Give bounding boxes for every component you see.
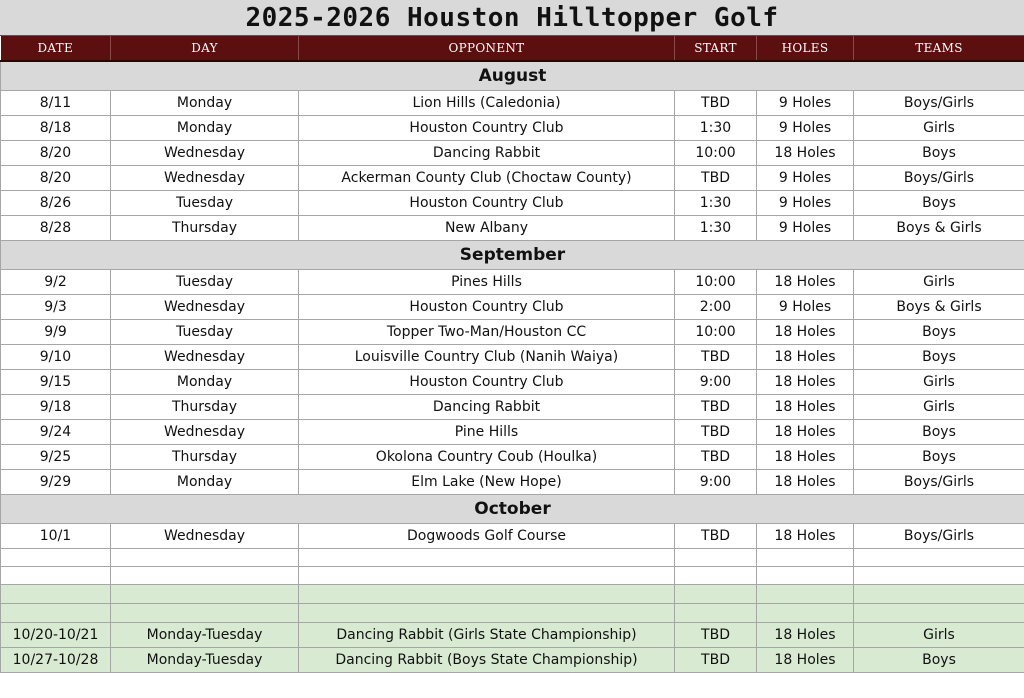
cell-date: 9/29 bbox=[1, 470, 111, 495]
cell-day: Wednesday bbox=[111, 295, 299, 320]
cell-teams: Boys bbox=[854, 141, 1024, 166]
cell-start: 2:00 bbox=[675, 295, 757, 320]
cell-teams: Boys bbox=[854, 648, 1024, 673]
cell-date: 9/15 bbox=[1, 370, 111, 395]
cell-date: 10/1 bbox=[1, 524, 111, 549]
cell-opponent: Lion Hills (Caledonia) bbox=[299, 91, 675, 116]
table-row bbox=[1, 320, 1024, 345]
empty-cell bbox=[675, 549, 757, 567]
empty-cell bbox=[854, 549, 1024, 567]
empty-cell bbox=[757, 585, 854, 604]
table-row bbox=[1, 623, 1024, 648]
column-header-opponent: OPPONENT bbox=[299, 36, 675, 61]
cell-teams: Boys bbox=[854, 345, 1024, 370]
cell-day: Tuesday bbox=[111, 320, 299, 345]
table-row bbox=[1, 420, 1024, 445]
cell-opponent: Topper Two-Man/Houston CC bbox=[299, 320, 675, 345]
cell-holes: 18 Holes bbox=[757, 370, 854, 395]
cell-day: Monday-Tuesday bbox=[111, 648, 299, 673]
cell-holes: 9 Holes bbox=[757, 91, 854, 116]
cell-start: TBD bbox=[675, 166, 757, 191]
cell-day: Wednesday bbox=[111, 166, 299, 191]
table-row bbox=[1, 648, 1024, 673]
table-row bbox=[1, 470, 1024, 495]
cell-opponent: Dancing Rabbit (Girls State Championship) bbox=[299, 623, 675, 648]
cell-date: 8/26 bbox=[1, 191, 111, 216]
cell-holes: 9 Holes bbox=[757, 295, 854, 320]
table-row bbox=[1, 270, 1024, 295]
cell-holes: 18 Holes bbox=[757, 623, 854, 648]
cell-opponent: New Albany bbox=[299, 216, 675, 241]
cell-opponent: Houston Country Club bbox=[299, 370, 675, 395]
cell-date: 8/28 bbox=[1, 216, 111, 241]
cell-day: Monday bbox=[111, 91, 299, 116]
cell-start: 9:00 bbox=[675, 470, 757, 495]
cell-opponent: Dogwoods Golf Course bbox=[299, 524, 675, 549]
empty-cell bbox=[111, 585, 299, 604]
cell-date: 9/2 bbox=[1, 270, 111, 295]
cell-start: TBD bbox=[675, 623, 757, 648]
cell-opponent: Okolona Country Coub (Houlka) bbox=[299, 445, 675, 470]
cell-start: TBD bbox=[675, 420, 757, 445]
empty-cell bbox=[1, 585, 111, 604]
empty-cell bbox=[111, 549, 299, 567]
table-row bbox=[1, 216, 1024, 241]
cell-day: Wednesday bbox=[111, 141, 299, 166]
cell-start: 1:30 bbox=[675, 191, 757, 216]
cell-start: TBD bbox=[675, 345, 757, 370]
table-row bbox=[1, 345, 1024, 370]
cell-holes: 18 Holes bbox=[757, 270, 854, 295]
table-row bbox=[1, 191, 1024, 216]
cell-day: Thursday bbox=[111, 395, 299, 420]
empty-cell bbox=[299, 604, 675, 623]
cell-start: 10:00 bbox=[675, 320, 757, 345]
cell-start: 10:00 bbox=[675, 141, 757, 166]
cell-date: 10/27-10/28 bbox=[1, 648, 111, 673]
empty-cell bbox=[675, 604, 757, 623]
table-row bbox=[1, 91, 1024, 116]
month-label: August bbox=[1, 61, 1024, 91]
table-row bbox=[1, 445, 1024, 470]
cell-start: TBD bbox=[675, 91, 757, 116]
cell-teams: Boys/Girls bbox=[854, 470, 1024, 495]
month-label: September bbox=[1, 241, 1024, 270]
cell-start: TBD bbox=[675, 445, 757, 470]
cell-teams: Girls bbox=[854, 270, 1024, 295]
table-row bbox=[1, 295, 1024, 320]
cell-teams: Boys/Girls bbox=[854, 166, 1024, 191]
cell-holes: 9 Holes bbox=[757, 216, 854, 241]
empty-cell bbox=[757, 567, 854, 585]
cell-teams: Boys bbox=[854, 420, 1024, 445]
cell-date: 8/20 bbox=[1, 166, 111, 191]
cell-opponent: Elm Lake (New Hope) bbox=[299, 470, 675, 495]
cell-date: 9/24 bbox=[1, 420, 111, 445]
cell-day: Thursday bbox=[111, 445, 299, 470]
month-header-row bbox=[1, 495, 1024, 524]
empty-cell bbox=[299, 549, 675, 567]
empty-cell bbox=[111, 604, 299, 623]
column-header-teams: TEAMS bbox=[854, 36, 1024, 61]
cell-opponent: Dancing Rabbit bbox=[299, 141, 675, 166]
cell-holes: 18 Holes bbox=[757, 345, 854, 370]
cell-day: Monday bbox=[111, 470, 299, 495]
cell-start: TBD bbox=[675, 524, 757, 549]
cell-start: TBD bbox=[675, 648, 757, 673]
cell-start: 1:30 bbox=[675, 216, 757, 241]
cell-day: Thursday bbox=[111, 216, 299, 241]
column-header-start: START bbox=[675, 36, 757, 61]
header-row bbox=[1, 36, 1024, 61]
cell-date: 8/18 bbox=[1, 116, 111, 141]
cell-teams: Boys/Girls bbox=[854, 524, 1024, 549]
table-row bbox=[1, 116, 1024, 141]
cell-day: Monday-Tuesday bbox=[111, 623, 299, 648]
cell-day: Tuesday bbox=[111, 191, 299, 216]
cell-teams: Boys bbox=[854, 191, 1024, 216]
cell-opponent: Houston Country Club bbox=[299, 116, 675, 141]
cell-teams: Boys & Girls bbox=[854, 295, 1024, 320]
cell-teams: Boys bbox=[854, 445, 1024, 470]
cell-date: 9/10 bbox=[1, 345, 111, 370]
empty-row bbox=[1, 567, 1024, 585]
schedule-body bbox=[1, 61, 1024, 673]
empty-row bbox=[1, 604, 1024, 623]
cell-start: 1:30 bbox=[675, 116, 757, 141]
empty-cell bbox=[675, 567, 757, 585]
empty-cell bbox=[854, 567, 1024, 585]
cell-opponent: Pine Hills bbox=[299, 420, 675, 445]
schedule-table bbox=[0, 36, 1024, 673]
month-label: October bbox=[1, 495, 1024, 524]
cell-teams: Girls bbox=[854, 623, 1024, 648]
empty-cell bbox=[1, 604, 111, 623]
table-row bbox=[1, 166, 1024, 191]
table-row bbox=[1, 395, 1024, 420]
cell-holes: 18 Holes bbox=[757, 320, 854, 345]
empty-cell bbox=[757, 549, 854, 567]
cell-holes: 18 Holes bbox=[757, 420, 854, 445]
month-header-row bbox=[1, 61, 1024, 91]
empty-cell bbox=[854, 585, 1024, 604]
cell-start: 10:00 bbox=[675, 270, 757, 295]
column-header-day: DAY bbox=[111, 36, 299, 61]
empty-cell bbox=[1, 567, 111, 585]
table-row bbox=[1, 370, 1024, 395]
cell-day: Monday bbox=[111, 370, 299, 395]
column-header-date: DATE bbox=[1, 36, 111, 61]
empty-cell bbox=[299, 567, 675, 585]
cell-start: 9:00 bbox=[675, 370, 757, 395]
cell-teams: Girls bbox=[854, 370, 1024, 395]
empty-cell bbox=[299, 585, 675, 604]
cell-holes: 9 Holes bbox=[757, 166, 854, 191]
cell-date: 8/11 bbox=[1, 91, 111, 116]
month-header-row bbox=[1, 241, 1024, 270]
cell-opponent: Louisville Country Club (Nanih Waiya) bbox=[299, 345, 675, 370]
page-title: 2025-2026 Houston Hilltopper Golf bbox=[0, 0, 1024, 36]
cell-day: Wednesday bbox=[111, 420, 299, 445]
cell-holes: 18 Holes bbox=[757, 648, 854, 673]
cell-day: Monday bbox=[111, 116, 299, 141]
empty-cell bbox=[111, 567, 299, 585]
cell-holes: 18 Holes bbox=[757, 445, 854, 470]
cell-start: TBD bbox=[675, 395, 757, 420]
cell-opponent: Houston Country Club bbox=[299, 191, 675, 216]
cell-date: 8/20 bbox=[1, 141, 111, 166]
cell-opponent: Pines Hills bbox=[299, 270, 675, 295]
cell-date: 9/25 bbox=[1, 445, 111, 470]
cell-teams: Girls bbox=[854, 116, 1024, 141]
cell-day: Wednesday bbox=[111, 524, 299, 549]
empty-cell bbox=[854, 604, 1024, 623]
empty-row bbox=[1, 585, 1024, 604]
cell-holes: 18 Holes bbox=[757, 470, 854, 495]
table-row bbox=[1, 141, 1024, 166]
table-row bbox=[1, 524, 1024, 549]
cell-opponent: Dancing Rabbit bbox=[299, 395, 675, 420]
cell-date: 9/18 bbox=[1, 395, 111, 420]
cell-holes: 9 Holes bbox=[757, 116, 854, 141]
cell-opponent: Dancing Rabbit (Boys State Championship) bbox=[299, 648, 675, 673]
cell-teams: Boys bbox=[854, 320, 1024, 345]
empty-cell bbox=[675, 585, 757, 604]
cell-opponent: Ackerman County Club (Choctaw County) bbox=[299, 166, 675, 191]
cell-date: 10/20-10/21 bbox=[1, 623, 111, 648]
cell-holes: 18 Holes bbox=[757, 395, 854, 420]
cell-holes: 9 Holes bbox=[757, 191, 854, 216]
cell-day: Tuesday bbox=[111, 270, 299, 295]
cell-teams: Boys & Girls bbox=[854, 216, 1024, 241]
cell-holes: 18 Holes bbox=[757, 524, 854, 549]
cell-day: Wednesday bbox=[111, 345, 299, 370]
cell-holes: 18 Holes bbox=[757, 141, 854, 166]
empty-row bbox=[1, 549, 1024, 567]
cell-teams: Boys/Girls bbox=[854, 91, 1024, 116]
cell-opponent: Houston Country Club bbox=[299, 295, 675, 320]
cell-date: 9/9 bbox=[1, 320, 111, 345]
empty-cell bbox=[1, 549, 111, 567]
cell-date: 9/3 bbox=[1, 295, 111, 320]
column-header-holes: HOLES bbox=[757, 36, 854, 61]
empty-cell bbox=[757, 604, 854, 623]
cell-teams: Girls bbox=[854, 395, 1024, 420]
